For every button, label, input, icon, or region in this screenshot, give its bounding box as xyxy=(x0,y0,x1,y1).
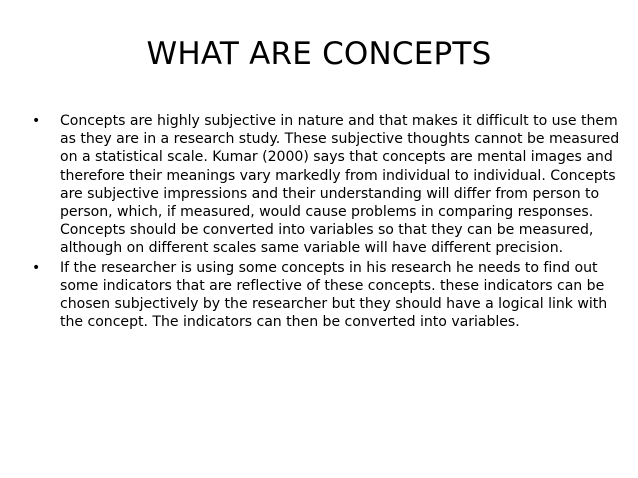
bullet-text-1: Concepts are highly subjective in nature and that makes it difficult to use them as they are in a research study. These subjective thoughts cannot be measured on a statistical scale. Kumar (2000) says that concepts are mental images and therefore their meanings vary markedly from individual to individual. Concepts are subjective impressions and their understanding will differ from person to person, which, if measured, would cause problems in comparing responses. Concepts should be converted into variables so that they can be measured, although on different scales same variable will have different precision. xyxy=(60,113,620,257)
bullet-icon: • xyxy=(32,259,41,276)
bullet-list xyxy=(32,112,632,332)
bullet-item-1 xyxy=(32,112,632,258)
bullet-text-2: If the researcher is using some concepts in his research he needs to find out some indicators that are reflective of these concepts. these indicators can be chosen subjectively by the researcher but they should have a logical link with the concept. The indicators can then be converted into variables. xyxy=(60,259,608,331)
bullet-icon: • xyxy=(32,113,41,129)
slide-title: WHAT ARE CONCEPTS xyxy=(146,36,492,72)
bullet-item-2 xyxy=(32,259,632,332)
